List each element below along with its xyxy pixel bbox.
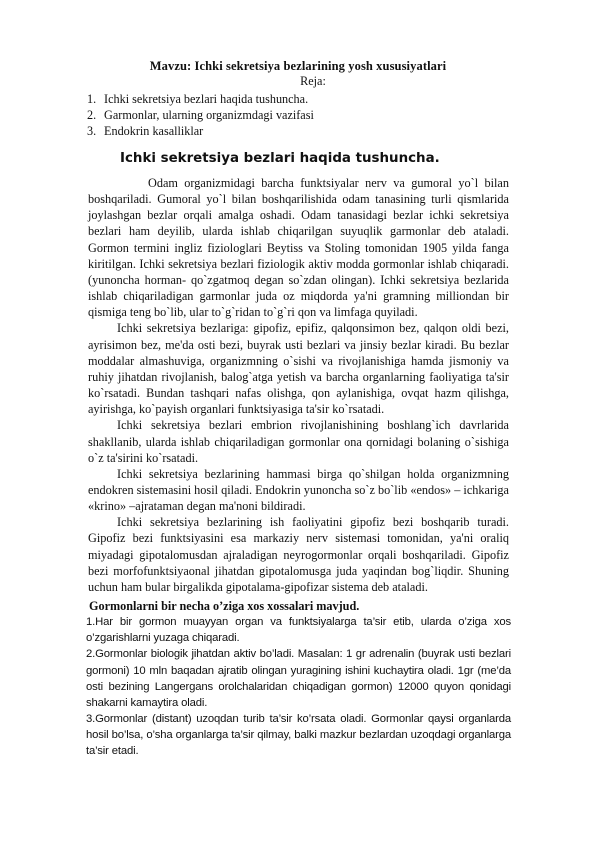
plan-item-number: 3. (87, 124, 97, 138)
plan-item-text: Ichki sekretsiya bezlari haqida tushuncha. (104, 92, 309, 106)
plan-item (87, 91, 314, 107)
property-item: 3.Gormonlar (distant) uzoqdan turib ta’sir ko’rsata oladi. Gormonlar qaysi organlarda hosil bo’lsa, o’sha organlarga ta’sir qilmay, balki mazkur bezlardan uzoqdagi organlarga ta’sir etadi. (86, 712, 511, 757)
body-paragraph: Ichki sekretsiya bezlarining ish faoliyatini gipofiz bezi boshqarib turadi. Gipofiz bezi funktsiyasini esa markaziy nerv sistemasi tomonidan, ya'ni oraliq miyadagi gipotalomusdan ajraladigan neyrogormonlar orqali boshqariladi. Gipofiz bezi morfofunktsiyaonal jihatdan gipotalomusga juda yaqindan bog`liqdir. Shuning uchun ham bular birgalikda gipotalama-gipofizar sistema deb ataladi. (88, 515, 509, 594)
plan-item (87, 123, 314, 139)
plan-item-number: 1. (87, 92, 97, 106)
body-paragraph: Ichki sekretsiya bezlari embrion rivojlanishining boshlang`ich davrlarida shakllanib, ularda ishlab chiqariladigan gormonlar ona qornidagi bolaning o`sishiga o`z ta'sirini ko`rsatadi. (88, 418, 509, 465)
plan-item-text: Garmonlar, ularning organizmdagi vazifasi (104, 108, 314, 122)
plan-item (87, 107, 314, 123)
plan-heading: Reja: (300, 74, 326, 88)
plan-item-text: Endokrin kasalliklar (104, 124, 204, 138)
section-title: Ichki sekretsiya bezlari haqida tushuncha. (120, 151, 440, 166)
plan-list (87, 91, 314, 139)
properties-heading: Gormonlarni bir necha o’ziga xos xossalari mavjud. (89, 599, 360, 614)
body-paragraph: Ichki sekretsiya bezlariga: gipofiz, epifiz, qalqonsimon bez, qalqon oldi bezi, ayrisimon bez, me'da osti bezi, buyrak usti bezlari va jinsiy bezlar kiradi. Bu bezlar moddalar almashuviga, organizmning o`sishi va rivojlanishiga hamda jismoniy va ruhiy jihatdan rivojlanish, balog`atga yetish va barcha organlarning faoliyatiga ta'sir ko`rsatadi. Bundan tashqari nafas olishga, qon aylanishiga, ovqat hazm qilishga, ayirishga, ko`payish organlari funktsiyasiga ta'sir ko`rsatadi. (88, 321, 509, 417)
plan-item-number: 2. (87, 108, 97, 122)
body-paragraph: Odam organizmidagi barcha funktsiyalar nerv va gumoral yo`l bilan boshqariladi. Gumoral yo`l bilan boshqarilishida odam tanasining turli qismlarida joylashgan bezlar orqali amalga oshadi. Odam tanasidagi bezlar ichki sekretsiya bezlari ham deyilib, ularda ishlab chiqarilgan suyuqlik garmonlar deb ataladi. Gormon termini ingliz fiziologlari Beytiss va Stoling tomonidan 1905 yilda fanga kiritilgan. Ichki sekretsiya bezlari fiziologik aktiv modda gormonlar ishlab chiqaradi. (yunoncha horman- qo`zgatmoq degan so`zdan olingan). Ichki sekretsiya bezlarida ishlab chiqariladigan garmonlar juda oz miqdorda ya'ni gramning milliondan bir qismiga teng bo`lib, ular to`g`ridan to`g`ri qon va limfaga quyiladi. (88, 176, 509, 320)
property-item: 2.Gormonlar biologik jihatdan aktiv bo’ladi. Masalan: 1 gr adrenalin (buyrak usti bezlari gormoni) 10 mln baqadan ajratib olingan yuragining ishini kuchaytira oladi. 1gr (me’da osti bezining Langergans orolchalaridan chiqadigan gormon) 12000 quyon qonidagi shakarni kamaytira oladi. (86, 648, 511, 709)
document-title: Mavzu: Ichki sekretsiya bezlarining yosh xususiyatlari (149, 59, 447, 73)
body-paragraph: Ichki sekretsiya bezlarining hammasi birga qo`shilgan holda organizmning endokren sistemasini hosil qiladi. Endokrin yunoncha so`z bo`lib «endos» – ichkariga «krino» –ajrataman degan ma'noni bildiradi. (88, 466, 509, 514)
property-item: 1.Har bir gormon muayyan organ va funktsiyalarga ta’sir etib, ularda o’ziga xos o’zgarishlarni yuzaga chiqaradi. (86, 616, 511, 645)
document-body (88, 175, 509, 759)
